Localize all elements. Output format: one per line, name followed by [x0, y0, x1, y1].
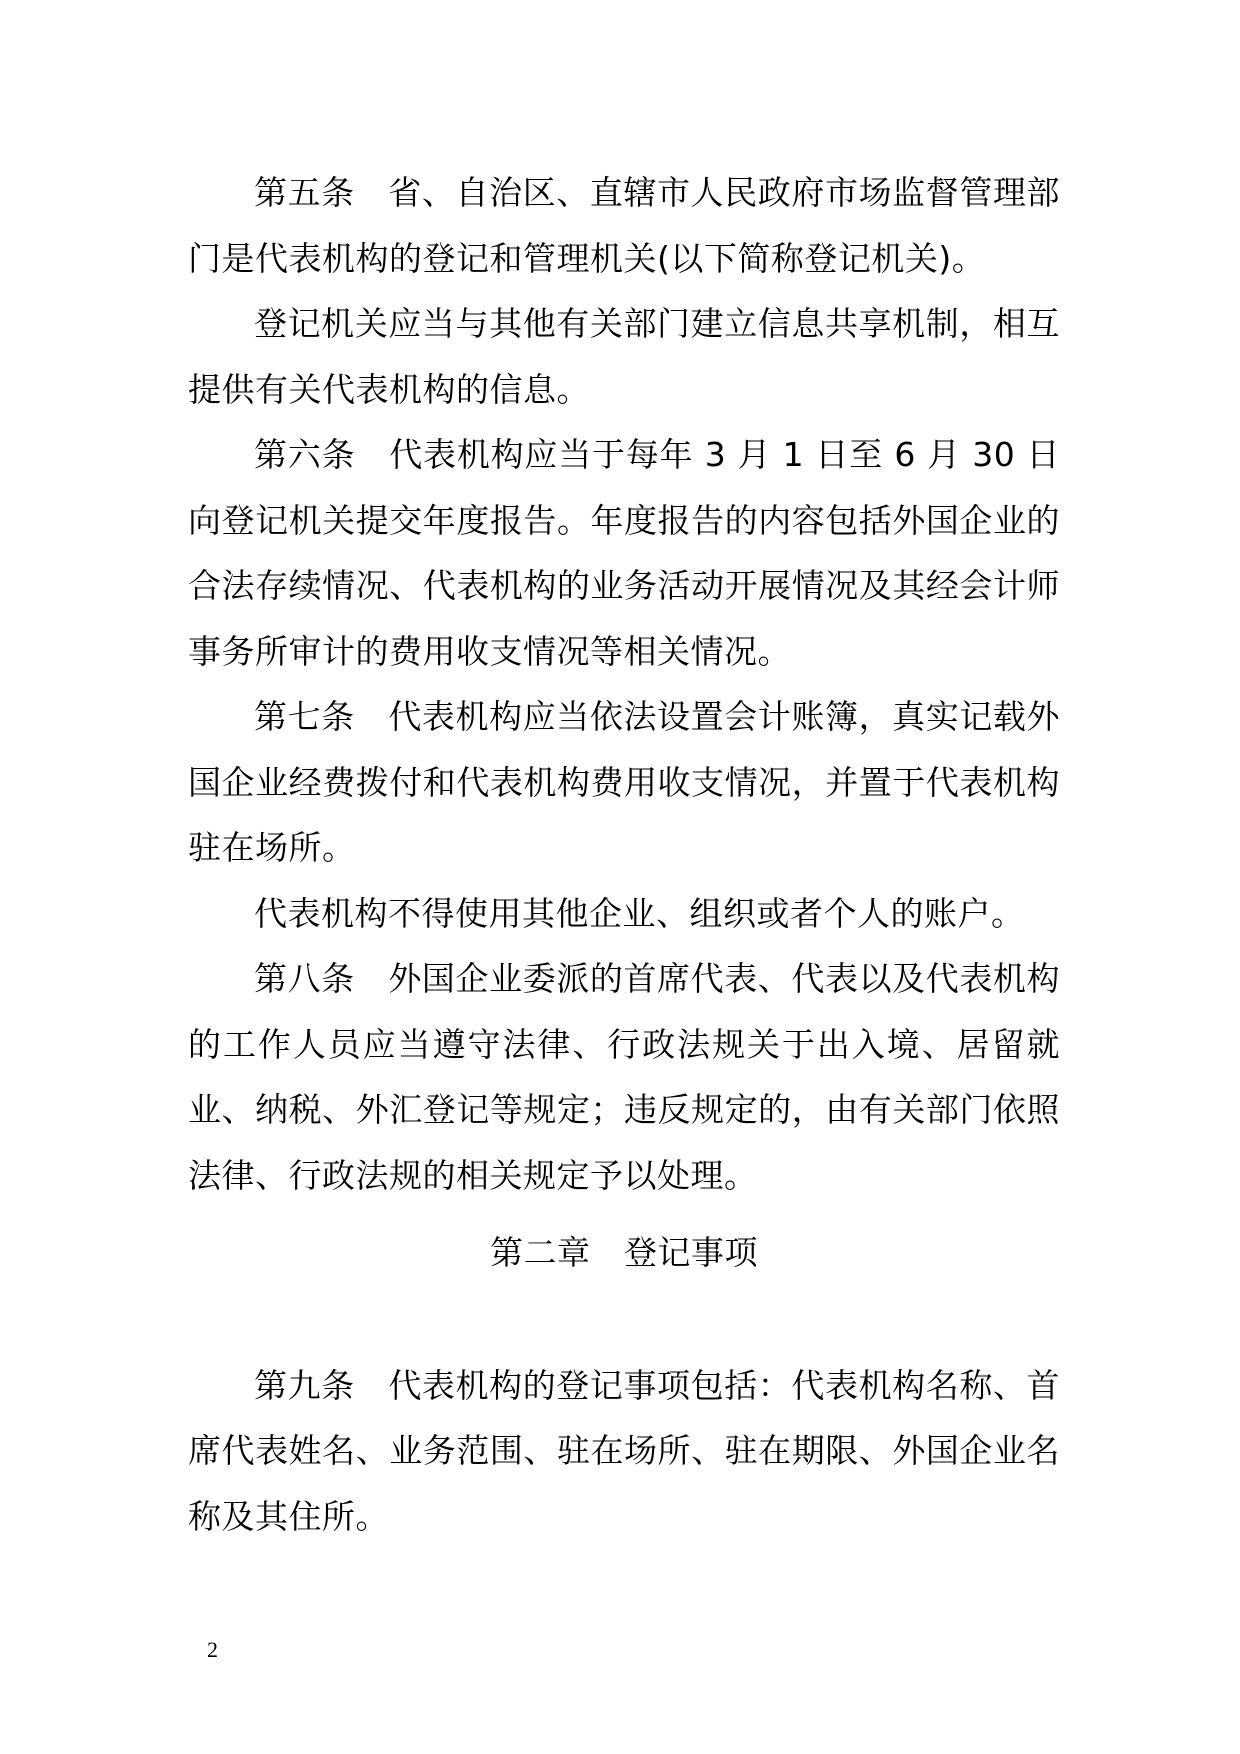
- article-9-paragraph: 第九条 代表机构的登记事项包括：代表机构名称、首席代表姓名、业务范围、驻在场所、驻在期限、外国企业名称及其住所。: [188, 1365, 1060, 1536]
- article-7-paragraph-2: 代表机构不得使用其他企业、组织或者个人的账户。: [254, 893, 1025, 933]
- article-7-paragraph: 第七条 代表机构应当依法设置会计账簿，真实记载外国企业经费拨付和代表机构费用收支情况，并置于代表机构驻在场所。: [188, 697, 1060, 867]
- article-5-paragraph-2: 登记机关应当与其他有关部门建立信息共享机制，相互提供有关代表机构的信息。: [188, 304, 1060, 409]
- page-number: 2: [207, 1637, 218, 1662]
- article-5-paragraph: 第五条 省、自治区、直辖市人民政府市场监督管理部门是代表机构的登记和管理机关(以下简称登记机关)。: [188, 173, 1060, 278]
- document-body: [188, 160, 1060, 1549]
- article-8-paragraph: 第八条 外国企业委派的首席代表、代表以及代表机构的工作人员应当遵守法律、行政法规关于出入境、居留就业、纳税、外汇登记等规定；违反规定的，由有关部门依照法律、行政法规的相关规定予以处理。: [188, 959, 1060, 1195]
- article-6-paragraph: 第六条 代表机构应当于每年 3 月 1 日至 6 月 30 日向登记机关提交年度报告。年度报告的内容包括外国企业的合法存续情况、代表机构的业务活动开展情况及其经会计师事务所审计的费用收支情况等相关情况。: [188, 435, 1060, 671]
- chapter-heading: 第二章 登记事项: [490, 1233, 758, 1272]
